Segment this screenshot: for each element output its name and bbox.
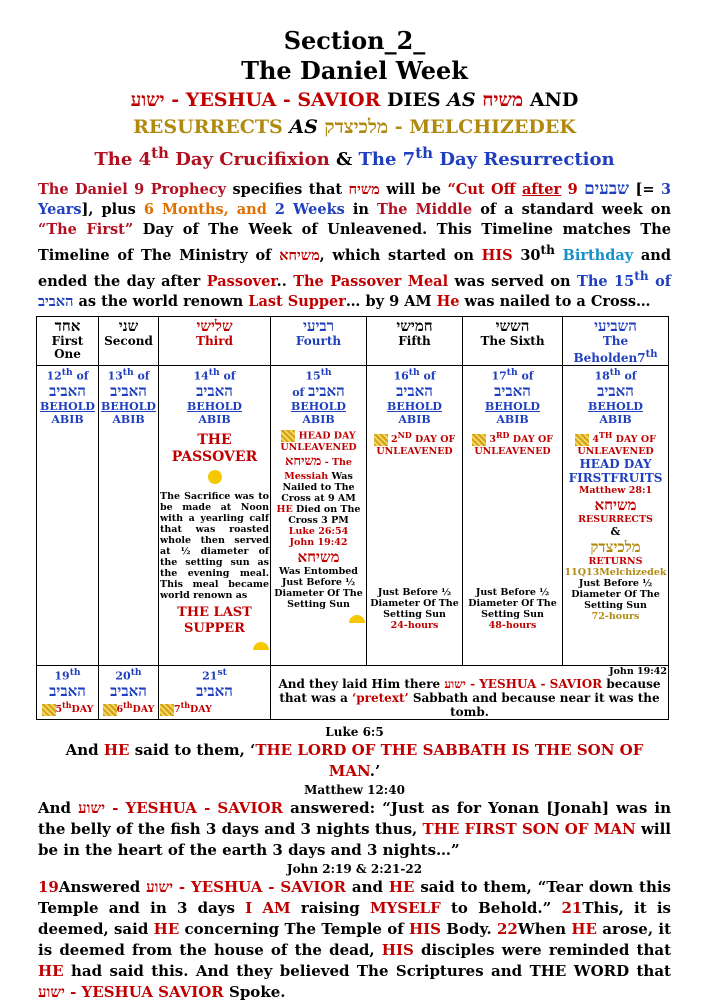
t: 6 Months, and <box>143 201 275 218</box>
day-cell-20 <box>99 665 159 719</box>
day-label: DAY <box>190 704 212 716</box>
ref-john-2-19: John 2:19 & 2:21-22 <box>286 861 423 876</box>
sup: TH <box>599 431 613 441</box>
t: Spoke. <box>223 982 286 1001</box>
date-number: 15 <box>305 369 321 383</box>
t: specifies that <box>226 181 349 198</box>
t: disciples were reminded that <box>413 940 671 959</box>
t: had said this. And they believed The Scriptures and THE WORD that <box>63 961 671 980</box>
of: of <box>620 369 637 383</box>
behold-label: BEHOLD <box>101 400 156 414</box>
hebrew-yeshua: ישוע <box>130 89 165 111</box>
t: HE <box>103 740 130 759</box>
hebrew-mashiach: משיח <box>482 89 524 111</box>
nailed-text: Was Nailed to The Cross at 9 AM <box>281 471 356 505</box>
of: of <box>219 369 236 383</box>
day-number: 6 <box>116 704 124 716</box>
t: , which started on <box>319 246 482 264</box>
t: And <box>65 740 104 759</box>
t: The Daniel 9 Prophecy <box>38 181 227 198</box>
firstfruits-label: HEAD DAY FIRSTFRUITS <box>568 456 663 485</box>
melchizedek-word: - MELCHIZEDEK <box>388 116 576 138</box>
day-name-row <box>37 316 669 365</box>
month-hebrew: האביב <box>110 382 147 401</box>
day-name: First One <box>51 333 84 361</box>
t: in <box>344 201 377 218</box>
abib-label: ABIB <box>599 413 632 427</box>
day-name: Second <box>104 333 153 348</box>
t: ישוע <box>38 982 65 1001</box>
t: th <box>634 268 649 283</box>
passover-title: THE PASSOVER <box>171 432 258 466</box>
t: will be <box>379 181 448 198</box>
sup: th <box>609 366 621 378</box>
t: HIS <box>481 246 513 264</box>
sup: RD <box>495 431 510 441</box>
ref-john: John 19:42 <box>289 537 348 549</box>
section-title: Section_2_ <box>283 26 426 55</box>
bottom-note-cell <box>271 665 669 719</box>
month-hebrew: האביב <box>597 382 634 401</box>
day-name: The Sixth <box>480 333 545 348</box>
t: And they laid Him there <box>278 676 445 691</box>
t: THE FIRST SON OF MAN <box>422 819 636 838</box>
he-word: HE <box>276 504 293 516</box>
sunset-text: Just Before ½ Diameter Of The Setting Sun <box>571 577 660 611</box>
unleavened-bread-icon <box>281 430 295 442</box>
died-text: Died on The Cross 3 PM <box>288 504 361 527</box>
day-name: Third <box>196 333 233 348</box>
ref-matthew: Matthew 28:1 <box>578 484 653 496</box>
t: HE <box>571 919 597 938</box>
sup: th <box>208 366 220 378</box>
day-number: 4 <box>592 434 599 446</box>
verse-john <box>38 877 671 1003</box>
date-number: 18 <box>594 369 610 383</box>
day-header-1 <box>37 316 99 365</box>
day-hebrew: שני <box>118 316 139 335</box>
t: 2 Weeks <box>274 201 345 218</box>
of: of <box>292 386 309 400</box>
t: “The First” <box>38 221 134 238</box>
ampersand: & <box>335 149 359 170</box>
day-cell-15 <box>271 365 367 665</box>
month-hebrew: האביב <box>396 382 433 401</box>
t: because that was a <box>279 676 661 705</box>
day-hebrew: אחד <box>54 316 81 335</box>
t: as the world renown <box>73 292 249 310</box>
unleavened-bread-icon <box>160 704 174 716</box>
unleavened-bread-icon <box>374 434 388 446</box>
of: of <box>133 369 150 383</box>
t: said to them, “Tear down this Temple and in 3 days <box>38 877 671 917</box>
last-supper-label: THE LAST SUPPER <box>177 605 252 637</box>
day-cell-13 <box>99 365 159 665</box>
t: משיח <box>348 181 380 198</box>
t: concerning The Temple of <box>179 919 409 938</box>
t: was served on <box>448 272 578 290</box>
sunset-text: Just Before ½ Diameter Of The Setting Sun <box>274 577 363 611</box>
behold-label: BEHOLD <box>588 400 643 414</box>
t: The Middle <box>376 201 473 218</box>
sup: th <box>61 366 73 378</box>
ref-matthew-12-40: Matthew 12:40 <box>304 782 405 797</box>
unleavened-bread-icon <box>103 704 117 716</box>
setting-sun-icon <box>272 610 365 623</box>
messiah-hebrew: משיחא <box>285 454 322 470</box>
ref-john: John 19:42 <box>609 665 667 677</box>
intro-paragraph <box>38 179 671 312</box>
t: He <box>436 292 460 310</box>
day-number: 7 <box>174 704 181 716</box>
seventh-day: The 7 <box>358 149 416 170</box>
t: .. <box>276 272 294 290</box>
t: MYSELF <box>369 898 441 917</box>
day-hebrew: השביעי <box>594 316 637 335</box>
date-number: 13 <box>107 369 123 383</box>
month-hebrew: האביב <box>49 382 86 401</box>
t: משיחא <box>279 246 320 264</box>
unleavened-label: DAY OF UNLEAVENED <box>376 434 456 457</box>
t: - YESHUA - SAVIOR <box>173 877 346 896</box>
day-cell-14 <box>159 365 271 665</box>
crucifixion: Day Crucifixion <box>168 149 336 170</box>
abib-label: ABIB <box>198 413 231 427</box>
abib-label: ABIB <box>302 413 335 427</box>
sup: th <box>415 144 434 162</box>
t: - YESHUA - SAVIOR <box>465 676 603 691</box>
and-word: AND <box>523 89 579 111</box>
resurrection: Day Resurrection <box>433 149 615 170</box>
t: and ended the day after <box>38 246 671 290</box>
day-label: DAY <box>71 704 94 716</box>
sup: th <box>151 144 169 162</box>
t: 21 <box>561 898 583 917</box>
hebrew-yeshua: ישוע <box>444 676 466 691</box>
unleavened-label: DAY OF UNLEAVENED <box>474 434 553 457</box>
entombed-text: Was Entombed <box>279 566 358 578</box>
yeshua-savior: - YESHUA - SAVIOR <box>164 89 387 111</box>
t: Answered <box>58 877 147 896</box>
t: Body. <box>441 919 497 938</box>
t: - YESHUA - SAVIOR <box>105 798 283 817</box>
sup: th <box>69 666 81 678</box>
behold-label: BEHOLD <box>40 400 95 414</box>
header-line-3 <box>0 86 709 114</box>
month-hebrew: האביב <box>49 682 86 701</box>
sup: th <box>62 701 72 711</box>
day-body-row <box>37 365 669 665</box>
t: The 15 <box>577 272 635 290</box>
verse-matthew <box>38 798 671 861</box>
t: will be in the heart of the earth 3 days and 3 nights…” <box>38 819 671 859</box>
day-number: 5 <box>55 704 63 716</box>
returns-label: RETURNS <box>588 555 643 567</box>
day-header-2 <box>99 316 159 365</box>
day-hebrew: שלישי <box>196 316 233 335</box>
sup: th <box>408 366 420 378</box>
day-number: 2 <box>391 434 398 446</box>
ref-11q13: 11Q13Melchizedek <box>564 566 667 578</box>
t: after <box>521 181 562 198</box>
sup: th <box>130 666 142 678</box>
abib-label: ABIB <box>496 413 529 427</box>
t: [= <box>629 181 661 198</box>
t: of <box>648 272 671 290</box>
sup: th <box>645 348 658 360</box>
as-word-2: AS <box>289 116 325 138</box>
day-hebrew: הששי <box>495 316 530 335</box>
abib-label: ABIB <box>112 413 145 427</box>
head-day-label: HEAD DAY UNLEAVENED <box>280 430 357 454</box>
day-label: DAY <box>132 704 155 716</box>
t: Birthday <box>554 246 634 264</box>
behold-label: BEHOLD <box>291 400 346 414</box>
t: of a standard week on <box>472 201 671 218</box>
hours-label: 24-hours <box>390 619 439 631</box>
date-number: 17 <box>491 369 507 383</box>
t: was nailed to a Cross… <box>459 292 651 310</box>
timeline-table <box>36 316 669 720</box>
date-number: 14 <box>193 369 209 383</box>
passover-text: The Sacrifice was to be made at Noon with a yearling calf that was roasted whole then served at ½ diameter of the setting sun as the evening meal. This meal became world renown as <box>160 491 269 602</box>
behold-label: BEHOLD <box>485 400 540 414</box>
t: Last Supper <box>248 292 346 310</box>
verse-luke <box>38 740 671 782</box>
sup: st <box>217 666 227 678</box>
t: 22 <box>496 919 518 938</box>
day-number: 3 <box>489 434 496 446</box>
month-hebrew: האביב <box>196 682 233 701</box>
month-hebrew: האביב <box>196 382 233 401</box>
page <box>0 26 709 1001</box>
t: Passover <box>206 272 277 290</box>
t: - YESHUA SAVIOR <box>64 982 224 1001</box>
messiah-hebrew: משיחא <box>594 495 637 514</box>
ampersand: & <box>610 524 621 538</box>
t: Day <box>133 221 174 238</box>
t: raising <box>290 898 370 917</box>
t: ישוע <box>146 877 174 896</box>
t: HE <box>38 961 64 980</box>
resurrects-word: RESURRECTS <box>133 116 290 138</box>
t: 9 <box>561 181 585 198</box>
t: HE <box>153 919 180 938</box>
day-cell-12 <box>37 365 99 665</box>
of: of <box>517 369 534 383</box>
date-number: 20 <box>115 669 131 683</box>
unleavened-label: DAY OF UNLEAVENED <box>577 434 656 457</box>
of: of <box>419 369 436 383</box>
behold-label: BEHOLD <box>187 400 242 414</box>
header-line-5 <box>0 140 709 173</box>
day-cell-18 <box>563 365 669 665</box>
t: ], plus <box>81 201 144 218</box>
fourth-day: The 4 <box>94 149 152 170</box>
t: THE LORD OF THE SABBATH IS THE SON OF MAN <box>255 740 644 780</box>
t: ישוע <box>78 798 106 817</box>
sup: th <box>122 366 134 378</box>
sup: th <box>506 366 518 378</box>
day-cell-21 <box>159 665 271 719</box>
t: ‘pretext’ <box>352 690 409 705</box>
t: The Passover Meal <box>293 272 449 290</box>
day-name: Fifth <box>398 333 431 348</box>
day-cell-19 <box>37 665 99 719</box>
t: answered: “Just as for Yonan [Jonah] was in the belly of the fish 3 days and 3 nights thus, <box>38 798 671 838</box>
sup: ND <box>397 431 412 441</box>
abib-label: ABIB <box>398 413 431 427</box>
t: arose, it is deemed from the house of the dead, <box>38 919 671 959</box>
t: Sabbath and because near it was the tomb. <box>408 690 660 719</box>
messiah-hebrew-2: משיחא <box>297 548 340 567</box>
of: of <box>72 369 89 383</box>
hours-label: 72-hours <box>591 610 640 622</box>
t: I AM <box>245 898 291 917</box>
melchizedek-hebrew: מלכיצדק <box>590 537 641 556</box>
t: to Behold.” <box>440 898 562 917</box>
as-word: AS <box>447 89 483 111</box>
hebrew-melchizedek: מלכיצדק <box>324 116 389 138</box>
t: האביב <box>38 292 74 310</box>
hours-label: 48-hours <box>488 619 537 631</box>
day-header-7 <box>563 316 669 365</box>
date-number: 16 <box>393 369 409 383</box>
t: And <box>38 798 79 817</box>
resurrects-label: RESURRECTS <box>578 513 653 525</box>
day-hebrew: רביעי <box>303 316 334 335</box>
abib-label: ABIB <box>51 413 84 427</box>
day-hebrew: חמישי <box>396 316 433 335</box>
behold-label: BEHOLD <box>387 400 442 414</box>
t: and <box>345 877 389 896</box>
day-header-4 <box>271 316 367 365</box>
t: HIS <box>408 919 441 938</box>
t: 3 Years <box>38 181 672 218</box>
month-hebrew: האביב <box>308 382 345 401</box>
unleavened-bread-icon <box>42 704 56 716</box>
ref-luke-6-5: Luke 6:5 <box>325 724 384 739</box>
t: שבעים <box>584 179 630 199</box>
sup: th <box>320 366 332 378</box>
t: of The Week of Unleavened. This Timeline matches The Timeline of The Ministry of <box>38 221 671 264</box>
t: … by 9 AM <box>345 292 437 310</box>
unleavened-bread-icon <box>472 434 486 446</box>
date-number: 19 <box>54 669 70 683</box>
page-title: The Daniel Week <box>241 56 468 85</box>
sun-icon <box>160 470 269 487</box>
t: HE <box>388 877 415 896</box>
t: When <box>517 919 572 938</box>
day-header-5 <box>367 316 463 365</box>
day-cell-16 <box>367 365 463 665</box>
day-header-6 <box>463 316 563 365</box>
day-name: The Beholden7 <box>573 333 646 365</box>
unleavened-bread-icon <box>575 434 589 446</box>
month-hebrew: האביב <box>494 382 531 401</box>
setting-sun-icon <box>160 637 269 650</box>
t: .’ <box>369 761 381 780</box>
bottom-row <box>37 665 669 719</box>
sunset-text: Just Before ½ Diameter Of The Setting Sun <box>468 586 557 620</box>
sup: th <box>123 701 133 711</box>
sup: th <box>180 701 191 711</box>
month-hebrew: האביב <box>110 682 147 701</box>
header-line-4 <box>0 114 709 140</box>
day-name: Fourth <box>295 333 342 348</box>
date-number: 21 <box>202 669 218 683</box>
dies-word: DIES <box>386 89 448 111</box>
day-cell-17 <box>463 365 563 665</box>
day-header-3 <box>159 316 271 365</box>
t: th <box>540 243 555 257</box>
t: HIS <box>381 940 414 959</box>
t: This, it is deemed, said <box>38 898 671 938</box>
t: 19 <box>38 877 59 896</box>
t: 30 <box>512 246 541 264</box>
t: said to them, ‘ <box>129 740 256 759</box>
t: “Cut Off <box>447 181 522 198</box>
date-number: 12 <box>46 369 62 383</box>
sunset-text: Just Before ½ Diameter Of The Setting Sun <box>370 586 459 620</box>
messiah-label: - The Messiah <box>284 457 352 483</box>
ref-luke: Luke 26:54 <box>288 526 349 538</box>
